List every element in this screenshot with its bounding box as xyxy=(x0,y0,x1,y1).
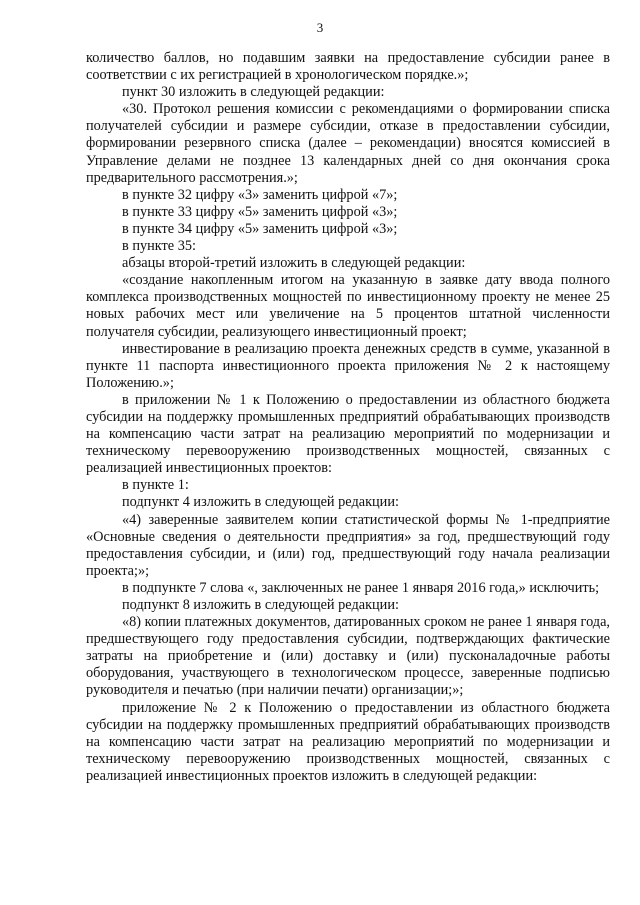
paragraph: в пункте 34 цифру «5» заменить цифрой «3»; xyxy=(122,220,398,237)
paragraph: инвестирование в реализацию проекта денежных средств в сумме, указанной в пункте 11 паспорта инвестиционного проекта приложения № 2 к настоящему Положению.»; xyxy=(86,340,610,391)
paragraph: в подпункте 7 слова «, заключенных не ранее 1 января 2016 года,» исключить; xyxy=(122,579,600,596)
paragraph: «30. Протокол решения комиссии с рекомендациями о формировании списка получателей субсидии и размере субсидии, отказе в предоставлении субсидии, формировании резервного списка (далее – рекомендации) вносятся комиссией в Управление делами не позднее 13 календарных дней со дня окончания срока предварительного рассмотрения.»; xyxy=(86,101,610,186)
paragraph: пункт 30 изложить в следующей редакции: xyxy=(122,84,385,101)
paragraph: в пункте 32 цифру «3» заменить цифрой «7»; xyxy=(122,186,398,203)
paragraph: количество баллов, но подавшим заявки на предоставление субсидии ранее в соответствии с их регистрацией в хронологическом порядке.»; xyxy=(86,50,610,84)
document-body xyxy=(86,50,610,785)
paragraph: в пункте 35: xyxy=(122,238,196,255)
paragraph: подпункт 8 изложить в следующей редакции: xyxy=(122,597,399,613)
paragraph: в пункте 33 цифру «5» заменить цифрой «3»; xyxy=(122,203,398,220)
paragraph: подпункт 4 изложить в следующей редакции: xyxy=(122,494,399,511)
paragraph: «4) заверенные заявителем копии статистической формы № 1-предприятие «Основные сведения о деятельности предприятия» за год, предшествующий году предоставления субсидии, и (или) год, предшествующий году начала реализации проекта;»; xyxy=(86,511,610,579)
paragraph: «создание накопленным итогом на указанную в заявке дату ввода полного комплекса производственных мощностей по инвестиционному проекту не менее 25 новых рабочих мест или увеличение на 5 процентов штатной численности получателя субсидии, реализующего инвестиционный проект; xyxy=(86,272,610,340)
paragraph: абзацы второй-третий изложить в следующей редакции: xyxy=(122,255,466,272)
paragraph: приложение № 2 к Положению о предоставлении из областного бюджета субсидии на поддержку промышленных предприятий обрабатывающих производств на компенсацию части затрат на реализацию мероприятий по модернизации и техническому перевооружению производственных мощностей, связанных с реализацией инвестиционных проектов изложить в следующей редакции: xyxy=(86,699,610,784)
paragraph: в пункте 1: xyxy=(122,477,189,494)
paragraph: «8) копии платежных документов, датированных сроком не ранее 1 января года, предшествующего году предоставления субсидии, подтверждающих фактические затраты на приобретение и (или) доставку и (или) пусконаладочные работы оборудования, участвующего в технологическом процессе, заверенные подписью руководителя и печатью (при наличии печати) организации;»; xyxy=(86,614,610,699)
page-number: 3 xyxy=(316,20,324,35)
paragraph: в приложении № 1 к Положению о предоставлении из областного бюджета субсидии на поддержку промышленных предприятий обрабатывающих производств на компенсацию части затрат на реализацию мероприятий по модернизации и техническому перевооружению производственных мощностей, связанных с реализацией инвестиционных проектов: xyxy=(86,391,610,477)
